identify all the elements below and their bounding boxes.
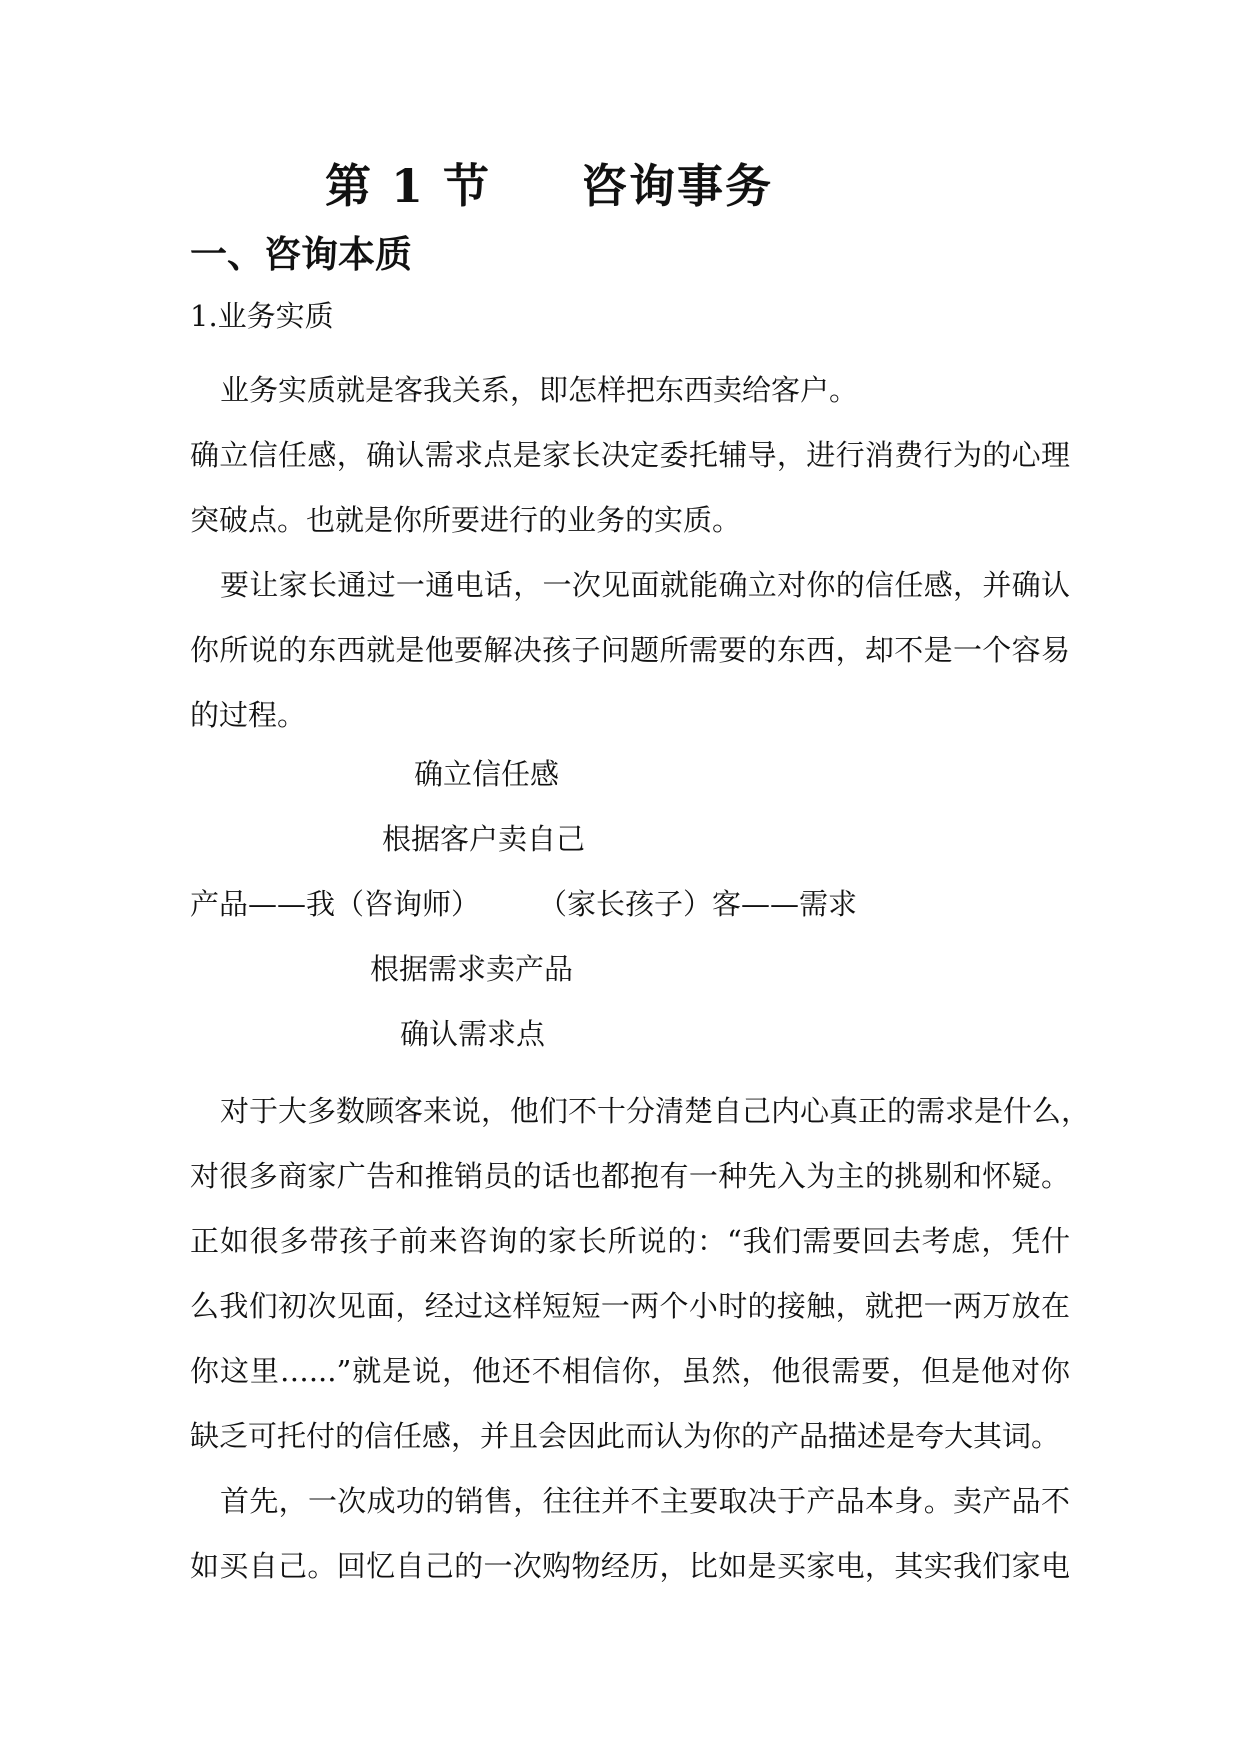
paragraph-2-line-2: 突破点。也就是你所要进行的业务的实质。 xyxy=(190,503,742,537)
chapter-name: 咨询事务 xyxy=(581,159,774,213)
paragraph-4-line-4: 么我们初次见面，经过这样短短一两个小时的接触，就把一两万放在 xyxy=(190,1289,1070,1323)
paragraph-3-line-3: 的过程。 xyxy=(190,698,307,732)
page-title xyxy=(325,150,773,216)
section-heading: 一、咨询本质 xyxy=(190,232,412,276)
chapter-number: 第 1 节 xyxy=(325,159,492,213)
diagram-upper-arrow-label: 根据客户卖自己 xyxy=(382,822,586,856)
paragraph-5 xyxy=(190,1469,1070,1599)
diagram-right-node: （家长孩子）客——需求 xyxy=(538,887,858,921)
paragraph-5-line-1: 首先，一次成功的销售，往往并不主要取决于产品本身。卖产品不 xyxy=(220,1484,1070,1518)
paragraph-5-line-2: 如买自己。回忆自己的一次购物经历，比如是买家电，其实我们家电 xyxy=(190,1549,1070,1583)
diagram-lower-arrow-label: 根据需求卖产品 xyxy=(370,952,574,986)
paragraph-4-line-1: 对于大多数顾客来说，他们不十分清楚自己内心真正的需求是什么， xyxy=(220,1094,1091,1128)
paragraph-3-line-2: 你所说的东西就是他要解决孩子问题所需要的东西，却不是一个容易 xyxy=(190,633,1070,667)
diagram-left-node: 产品——我（咨询师） xyxy=(190,887,481,921)
paragraph-3-line-1: 要让家长通过一通电话，一次见面就能确立对你的信任感，并确认 xyxy=(220,568,1070,602)
paragraph-4 xyxy=(190,1079,1091,1469)
paragraph-4-line-2: 对很多商家广告和推销员的话也都抱有一种先入为主的挑剔和怀疑。 xyxy=(190,1159,1070,1193)
paragraph-4-line-3: 正如很多带孩子前来咨询的家长所说的：“我们需要回去考虑，凭什 xyxy=(190,1224,1070,1258)
paragraph-1-line: 业务实质就是客我关系，即怎样把东西卖给客户。 xyxy=(220,373,859,407)
paragraph-1 xyxy=(190,358,1070,423)
paragraph-3 xyxy=(190,553,1070,748)
diagram-bottom-label: 确认需求点 xyxy=(400,1017,546,1051)
diagram-top-label: 确立信任感 xyxy=(414,757,560,791)
paragraph-2 xyxy=(190,423,1070,553)
paragraph-4-line-6: 缺乏可托付的信任感，并且会因此而认为你的产品描述是夸大其词。 xyxy=(190,1419,1061,1453)
paragraph-4-line-5: 你这里…...”就是说，他还不相信你，虽然，他很需要，但是他对你 xyxy=(190,1354,1070,1388)
paragraph-2-line-1: 确立信任感，确认需求点是家长决定委托辅导，进行消费行为的心理 xyxy=(190,438,1070,472)
subsection-heading: 1.业务实质 xyxy=(190,299,334,333)
